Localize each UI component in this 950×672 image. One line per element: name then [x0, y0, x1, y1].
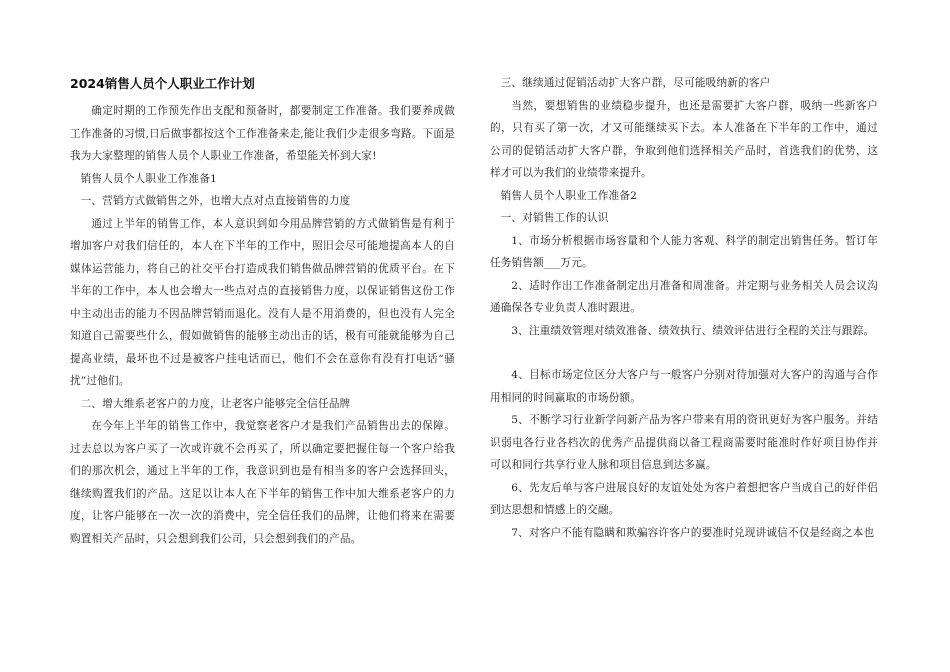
right-body — [490, 72, 878, 544]
paragraph: 7、对客户不能有隐瞒和欺骗容许客户的要准时兑现讲诚信不仅是经商之本也 — [511, 526, 875, 539]
left-column — [70, 72, 455, 550]
paragraph-gap — [490, 342, 878, 364]
document-title: 2024销售人员个人职业工作计划 — [70, 76, 255, 91]
paragraph: 2、适时作出工作准备制定出月准备和周准备。并定期与业务相关人员会议沟通确保各专业负责人准时跟进。 — [490, 279, 878, 314]
section-heading: 一、对销售工作的认识 — [500, 212, 609, 224]
paragraph: 在今年上半年的销售工作中，我觉察老客户才是我们产品销售出去的保障。过去总以为客户买了一次或许就不会再买了，所以确定要把握住每一个客户给我们的那次机会，通过上半年的工作，我意识到也是有相当多的客户会选择回头，继续购置我们的产品。这足以让本人在下半年的销售工作中加大维系老客户的力度，让客户能够在一次一次的消费中，完全信任我们的品牌，让他们将来在需要购置相关产品时，只会想到我们公司，只会想到我们的产品。 — [70, 420, 455, 545]
paragraph: 6、先友后单与客户进展良好的友谊处处为客户着想把客户当成自己的好伴侣到达思想和情感上的交融。 — [490, 481, 878, 516]
section-heading: 一、营销方式做销售之外，也增大点对点直接销售的力度 — [80, 195, 351, 207]
paragraph: 1、市场分析根据市场容量和个人能力客观、科学的制定出销售任务。暂订年任务销售额___万元。 — [490, 234, 878, 269]
paragraph: 确定时期的工作预先作出支配和预备时，都要制定工作准备。我们要养成做工作准备的习惯,日后做事都按这个工作准备来走,能让我们少走很多弯路。下面是我为大家整理的销售人员个人职业工作准备，希望能关怀到大家! — [70, 105, 455, 162]
section-heading: 销售人员个人职业工作准备2 — [500, 189, 638, 202]
paragraph: 5、不断学习行业新学问新产品为客户带来有用的资讯更好为客户服务。并结识弱电各行业各档次的优秀产品提供商以备工程商需要时能准时作好项目协作并可以和同行共享行业人脉和项目信息到达多赢。 — [490, 414, 878, 471]
paragraph: 当然，要想销售的业绩稳步提升，也还是需要扩大客户群，吸纳一些新客户的，只有买了第一次，才又可能继续买下去。本人准备在下半年的工作中，通过公司的促销活动扩大客户群，争取到他们选择相关产品时，首选我们的优势，这样才可以为我们的业绩带来提升。 — [490, 99, 878, 179]
right-column — [490, 72, 878, 544]
section-heading: 销售人员个人职业工作准备1 — [80, 172, 218, 185]
section-heading: 三、继续通过促销活动扩大客户群，尽可能吸纳新的客户 — [500, 77, 771, 89]
paragraph: 通过上半年的销售工作，本人意识到如今用品牌营销的方式做销售是有利于增加客户对我们信任的，本人在下半年的工作中，照旧会尽可能地提高本人的自媒体运营能力，将自己的社交平台打造成我们销售做品牌营销的优质平台。在下半年的工作中，本人也会增大一些点对点的直接销售力度，以保证销售这份工作中主动出击的能力不因品牌营销而退化。没有人是不用消费的，但也没有人完全知道自己需要些什么，假如做销售的能够主动出击的话，极有可能就能够为自己提高业绩，最坏也不过是被客户挂电话而已，他们不会在意你有没有打电话“骚扰”过他们。 — [70, 217, 455, 387]
paragraph: 4、目标市场定位区分大客户与一般客户分别对待加强对大客户的沟通与合作用相同的时间赢取的市场份额。 — [490, 369, 878, 404]
left-body — [70, 100, 455, 550]
paragraph: 3、注重绩效管理对绩效准备、绩效执行、绩效评估进行全程的关注与跟踪。 — [511, 324, 875, 337]
section-heading: 二、增大维系老客户的力度，让老客户能够完全信任品牌 — [80, 397, 351, 410]
